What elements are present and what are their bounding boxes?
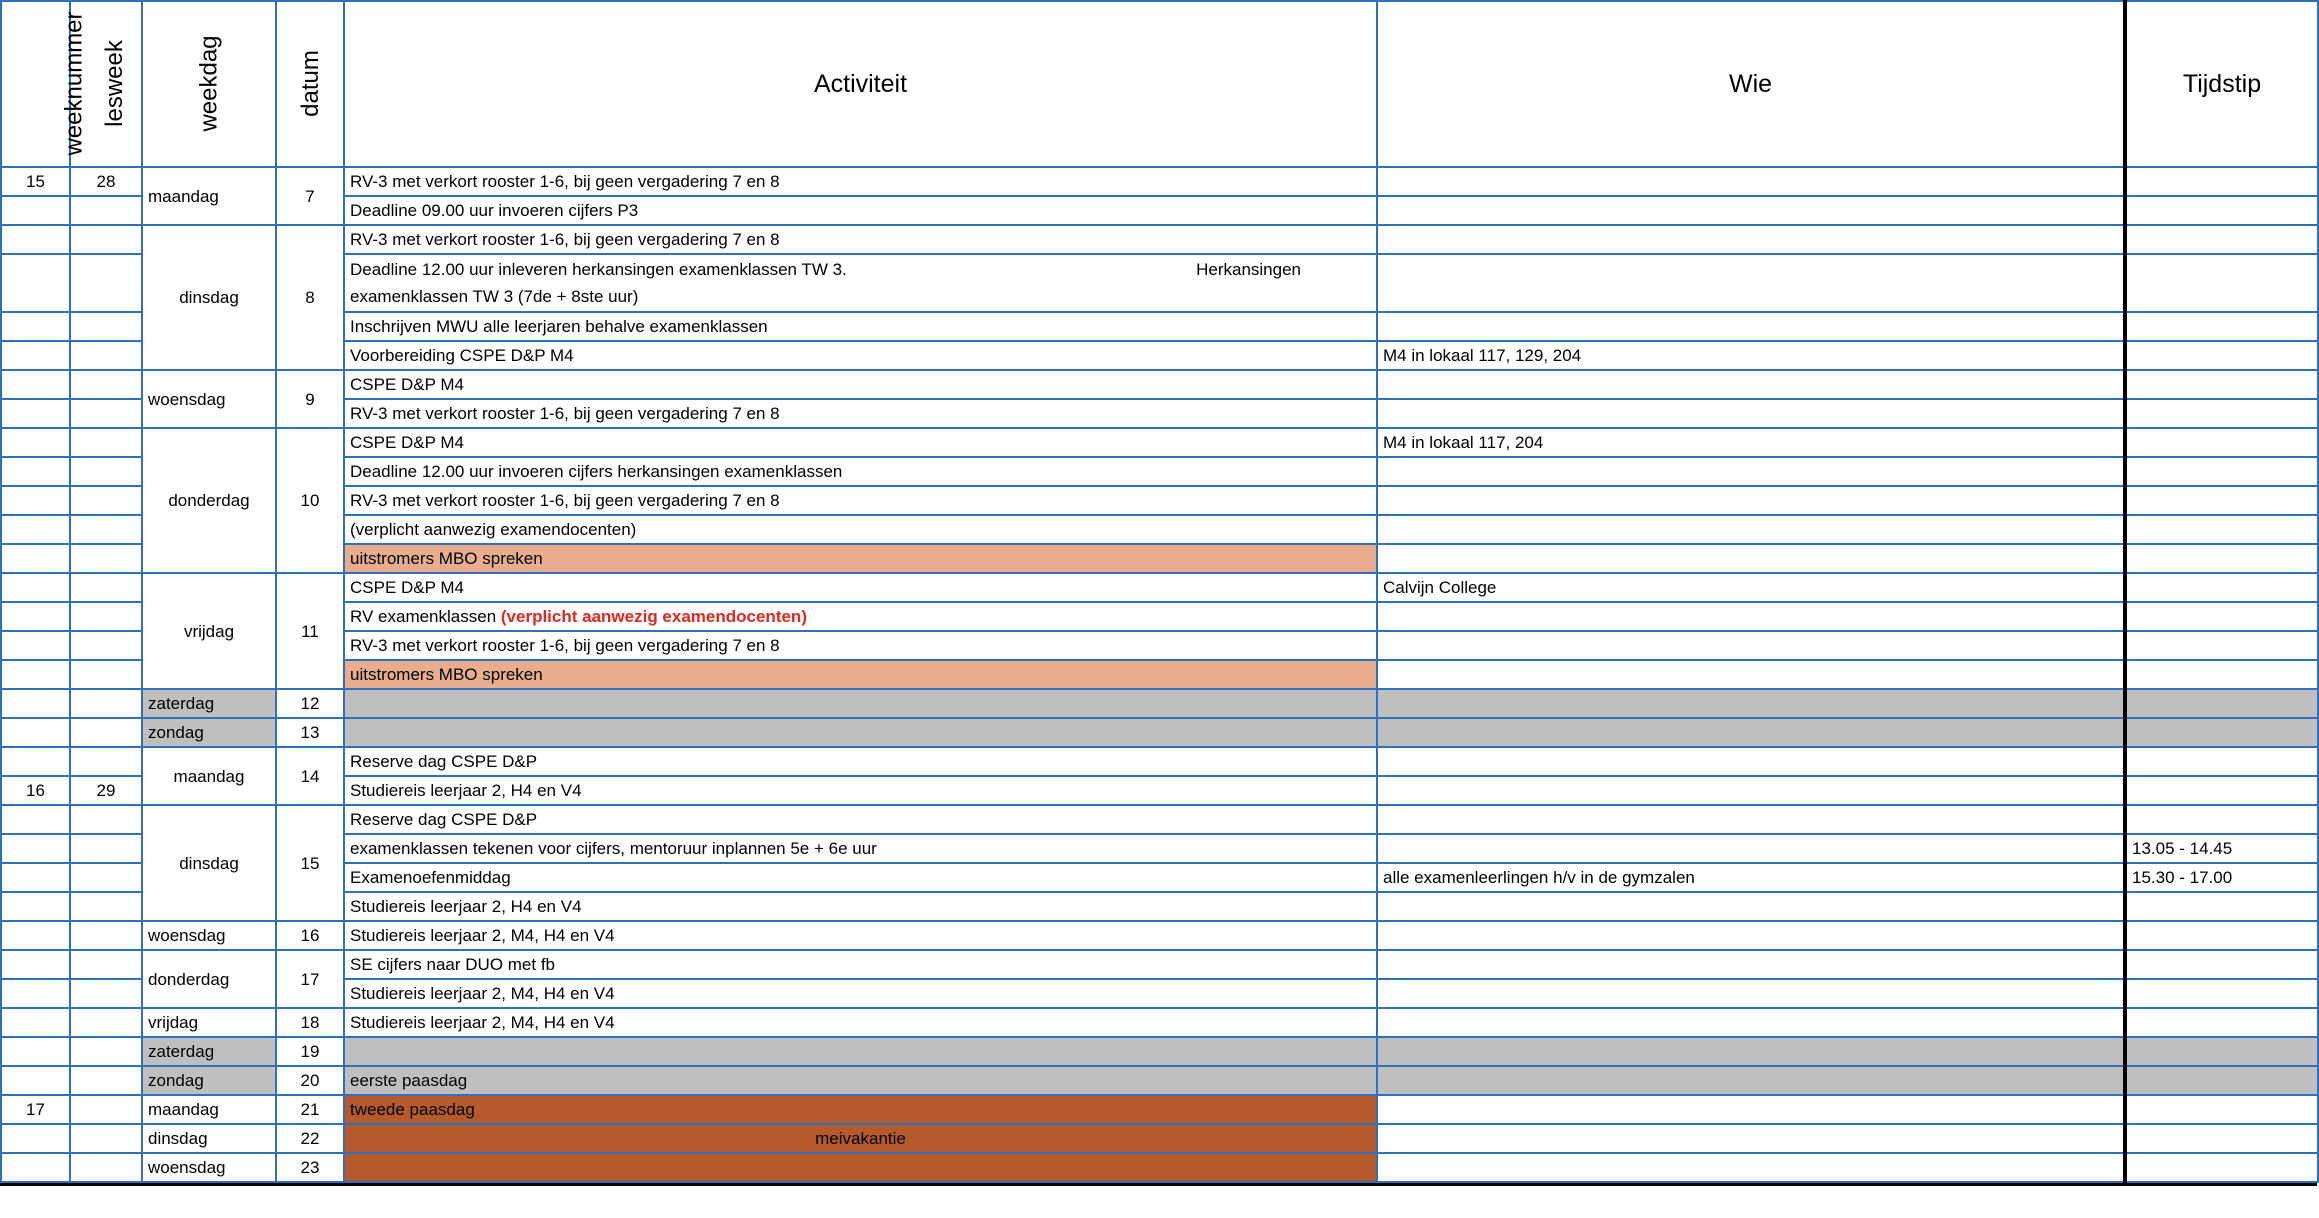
activiteit-cell[interactable]: CSPE D&P M4 [344, 573, 1377, 602]
lesweek-cell[interactable]: 28 [70, 167, 142, 196]
tijdstip-cell[interactable] [2125, 515, 2318, 544]
lesweek-cell[interactable] [70, 370, 142, 399]
tijdstip-cell[interactable] [2125, 689, 2318, 718]
activiteit-cell[interactable]: (verplicht aanwezig examendocenten) [344, 515, 1377, 544]
table-row [1, 486, 2318, 515]
header-activiteit[interactable]: Activiteit [344, 1, 1377, 167]
tijdstip-cell[interactable] [2125, 399, 2318, 428]
table-row [1, 631, 2318, 660]
tijdstip-cell[interactable] [2125, 196, 2318, 225]
activiteit-text: Herkansingen [1196, 260, 1301, 279]
tijdstip-cell[interactable] [2125, 486, 2318, 515]
header-weekdag[interactable]: weekdag [142, 1, 276, 167]
weekdag-cell[interactable]: maandag [142, 167, 276, 225]
tijdstip-cell[interactable] [2125, 312, 2318, 341]
weeknummer-cell[interactable] [1, 312, 70, 341]
wie-cell[interactable] [1377, 921, 2125, 950]
weekdag-cell[interactable]: dinsdag [142, 1124, 276, 1153]
table-row [1, 341, 2318, 370]
weekdag-cell[interactable]: vrijdag [142, 573, 276, 689]
tijdstip-cell[interactable] [2125, 950, 2318, 979]
weeknummer-cell[interactable] [1, 921, 70, 950]
weeknummer-cell[interactable] [1, 225, 70, 254]
lesweek-cell[interactable] [70, 602, 142, 631]
table-row [1, 544, 2318, 573]
tijdstip-cell[interactable] [2125, 805, 2318, 834]
table-row [1, 776, 2318, 805]
weekdag-cell[interactable]: donderdag [142, 428, 276, 573]
activiteit-text: Deadline 12.00 uur inleveren herkansingen examenklassen TW 3. [350, 260, 847, 279]
datum-cell[interactable]: 15 [276, 805, 344, 921]
lesweek-cell[interactable]: 29 [70, 776, 142, 805]
activiteit-cell[interactable]: eerste paasdag [344, 1066, 1377, 1095]
lesweek-cell[interactable] [70, 544, 142, 573]
table-row [1, 1008, 2318, 1037]
datum-cell[interactable]: 18 [276, 1008, 344, 1037]
lesweek-cell[interactable] [70, 863, 142, 892]
tijdstip-cell[interactable] [2125, 1153, 2318, 1182]
header-tijdstip[interactable]: Tijdstip [2125, 1, 2318, 167]
weeknummer-cell[interactable]: 16 [1, 776, 70, 805]
activiteit-cell[interactable]: RV-3 met verkort rooster 1-6, bij geen vergadering 7 en 8 [344, 631, 1377, 660]
lesweek-cell[interactable] [70, 834, 142, 863]
weeknummer-cell[interactable] [1, 515, 70, 544]
weeknummer-cell[interactable] [1, 399, 70, 428]
table-row [1, 689, 2318, 718]
tijdstip-cell[interactable] [2125, 660, 2318, 689]
tijdstip-cell[interactable] [2125, 747, 2318, 776]
wie-cell[interactable] [1377, 1124, 2125, 1153]
tijdstip-cell[interactable] [2125, 544, 2318, 573]
datum-cell[interactable]: 20 [276, 1066, 344, 1095]
activiteit-cell[interactable]: Examenoefenmiddag [344, 863, 1377, 892]
wie-cell[interactable] [1377, 1008, 2125, 1037]
weeknummer-cell[interactable] [1, 428, 70, 457]
table-row [1, 428, 2318, 457]
lesweek-cell[interactable] [70, 341, 142, 370]
wie-cell[interactable] [1377, 254, 2125, 312]
wie-cell[interactable] [1377, 167, 2125, 196]
tijdstip-cell[interactable] [2125, 776, 2318, 805]
lesweek-cell[interactable] [70, 428, 142, 457]
datum-cell[interactable]: 19 [276, 1037, 344, 1066]
tijdstip-cell[interactable] [2125, 167, 2318, 196]
weeknummer-cell[interactable] [1, 573, 70, 602]
tijdstip-cell[interactable] [2125, 457, 2318, 486]
lesweek-cell[interactable] [70, 254, 142, 312]
activiteit-cell[interactable]: Voorbereiding CSPE D&P M4 [344, 341, 1377, 370]
datum-cell[interactable]: 16 [276, 921, 344, 950]
lesweek-cell[interactable] [70, 631, 142, 660]
lesweek-cell[interactable] [70, 225, 142, 254]
weeknummer-cell[interactable] [1, 863, 70, 892]
tijdstip-cell[interactable] [2125, 341, 2318, 370]
activiteit-cell[interactable]: SE cijfers naar DUO met fb [344, 950, 1377, 979]
header-row [1, 1, 2318, 167]
wie-cell[interactable] [1377, 979, 2125, 1008]
lesweek-cell[interactable] [70, 1037, 142, 1066]
activiteit-cell[interactable]: Studiereis leerjaar 2, M4, H4 en V4 [344, 921, 1377, 950]
wie-cell[interactable]: Calvijn College [1377, 573, 2125, 602]
table-row [1, 312, 2318, 341]
table-row [1, 950, 2318, 979]
wie-cell[interactable] [1377, 950, 2125, 979]
activiteit-text: examenklassen TW 3 (7de + 8ste uur) [350, 287, 639, 306]
datum-cell[interactable]: 17 [276, 950, 344, 1008]
lesweek-cell[interactable] [70, 1153, 142, 1182]
wie-cell[interactable] [1377, 602, 2125, 631]
table-row [1, 1153, 2318, 1182]
weekdag-cell[interactable]: donderdag [142, 950, 276, 1008]
wie-cell[interactable] [1377, 370, 2125, 399]
tijdstip-cell[interactable] [2125, 254, 2318, 312]
tijdstip-cell[interactable] [2125, 1124, 2318, 1153]
table-row [1, 834, 2318, 863]
activiteit-cell[interactable] [344, 689, 1377, 718]
table-row [1, 602, 2318, 631]
wie-cell[interactable] [1377, 747, 2125, 776]
lesweek-cell[interactable] [70, 457, 142, 486]
lesweek-cell[interactable] [70, 892, 142, 921]
table-row [1, 1124, 2318, 1153]
header-weeknummer[interactable]: weeknummer [1, 1, 70, 167]
wie-cell[interactable] [1377, 544, 2125, 573]
weeknummer-cell[interactable]: 17 [1, 1095, 70, 1124]
datum-cell[interactable]: 10 [276, 428, 344, 573]
activiteit-cell[interactable]: examenklassen tekenen voor cijfers, mentoruur inplannen 5e + 6e uur [344, 834, 1377, 863]
datum-cell[interactable]: 23 [276, 1153, 344, 1182]
activiteit-cell[interactable]: RV-3 met verkort rooster 1-6, bij geen vergadering 7 en 8 [344, 486, 1377, 515]
weekdag-cell[interactable]: woensdag [142, 370, 276, 428]
wie-cell[interactable] [1377, 399, 2125, 428]
table-row [1, 718, 2318, 747]
lesweek-cell[interactable] [70, 1066, 142, 1095]
header-lesweek[interactable]: lesweek [70, 1, 142, 167]
activiteit-cell[interactable]: Studiereis leerjaar 2, H4 en V4 [344, 892, 1377, 921]
lesweek-cell[interactable] [70, 515, 142, 544]
table-row [1, 515, 2318, 544]
activiteit-cell[interactable]: RV-3 met verkort rooster 1-6, bij geen vergadering 7 en 8 [344, 167, 1377, 196]
weekdag-cell[interactable]: zondag [142, 718, 276, 747]
wie-cell[interactable] [1377, 660, 2125, 689]
lesweek-cell[interactable] [70, 573, 142, 602]
wie-cell[interactable] [1377, 1153, 2125, 1182]
activiteit-cell[interactable]: CSPE D&P M4 [344, 370, 1377, 399]
wie-cell[interactable] [1377, 196, 2125, 225]
activiteit-cell[interactable]: uitstromers MBO spreken [344, 544, 1377, 573]
weekdag-cell[interactable]: dinsdag [142, 805, 276, 921]
activiteit-cell[interactable] [344, 602, 1377, 631]
lesweek-cell[interactable] [70, 399, 142, 428]
weekdag-cell[interactable]: maandag [142, 747, 276, 805]
activiteit-cell[interactable] [344, 254, 1377, 312]
weeknummer-cell[interactable] [1, 196, 70, 225]
activiteit-text: RV examenklassen [350, 607, 497, 626]
wie-cell[interactable] [1377, 892, 2125, 921]
weeknummer-cell[interactable] [1, 457, 70, 486]
weeknummer-cell[interactable] [1, 747, 70, 776]
table-row [1, 979, 2318, 1008]
activiteit-cell[interactable]: Inschrijven MWU alle leerjaren behalve examenklassen [344, 312, 1377, 341]
activiteit-cell[interactable]: Studiereis leerjaar 2, M4, H4 en V4 [344, 979, 1377, 1008]
lesweek-cell[interactable] [70, 312, 142, 341]
datum-cell[interactable]: 22 [276, 1124, 344, 1153]
tijdstip-cell[interactable] [2125, 979, 2318, 1008]
weeknummer-cell[interactable] [1, 892, 70, 921]
lesweek-cell[interactable] [70, 486, 142, 515]
weeknummer-cell[interactable] [1, 718, 70, 747]
tijdstip-cell[interactable] [2125, 921, 2318, 950]
weeknummer-cell[interactable] [1, 254, 70, 312]
table-row [1, 805, 2318, 834]
wie-cell[interactable] [1377, 515, 2125, 544]
header-datum[interactable]: datum [276, 1, 344, 167]
tijdstip-cell[interactable] [2125, 1095, 2318, 1124]
weeknummer-cell[interactable] [1, 370, 70, 399]
table-row [1, 167, 2318, 196]
table-row [1, 921, 2318, 950]
lesweek-cell[interactable] [70, 196, 142, 225]
table-row [1, 196, 2318, 225]
tijdstip-cell[interactable]: 13.05 - 14.45 [2125, 834, 2318, 863]
lesweek-cell[interactable] [70, 747, 142, 776]
wie-cell[interactable]: alle examenleerlingen h/v in de gymzalen [1377, 863, 2125, 892]
sheet-bottom-border [0, 1183, 2317, 1186]
table-row [1, 1095, 2318, 1124]
wie-cell[interactable] [1377, 834, 2125, 863]
weeknummer-cell[interactable] [1, 1124, 70, 1153]
datum-cell[interactable]: 14 [276, 747, 344, 805]
weeknummer-cell[interactable]: 15 [1, 167, 70, 196]
wie-cell[interactable] [1377, 486, 2125, 515]
tijdstip-cell[interactable] [2125, 573, 2318, 602]
datum-cell[interactable]: 8 [276, 225, 344, 370]
activiteit-cell[interactable]: Deadline 09.00 uur invoeren cijfers P3 [344, 196, 1377, 225]
table-row [1, 457, 2318, 486]
lesweek-cell[interactable] [70, 689, 142, 718]
wie-cell[interactable] [1377, 718, 2125, 747]
datum-cell[interactable]: 21 [276, 1095, 344, 1124]
datum-cell[interactable]: 13 [276, 718, 344, 747]
table-row [1, 370, 2318, 399]
table-row [1, 863, 2318, 892]
activiteit-note: (verplicht aanwezig examendocenten) [500, 607, 807, 626]
weekdag-cell[interactable]: zaterdag [142, 689, 276, 718]
wie-cell[interactable] [1377, 689, 2125, 718]
weeknummer-cell[interactable] [1, 805, 70, 834]
table-row [1, 747, 2318, 776]
tijdstip-cell[interactable] [2125, 602, 2318, 631]
wie-cell[interactable] [1377, 1037, 2125, 1066]
weekdag-cell[interactable]: maandag [142, 1095, 276, 1124]
weeknummer-cell[interactable] [1, 1008, 70, 1037]
tijdstip-cell[interactable] [2125, 1037, 2318, 1066]
activiteit-cell[interactable]: Studiereis leerjaar 2, M4, H4 en V4 [344, 1008, 1377, 1037]
weeknummer-cell[interactable] [1, 1037, 70, 1066]
activiteit-cell[interactable] [344, 718, 1377, 747]
table-row [1, 660, 2318, 689]
lesweek-cell[interactable] [70, 979, 142, 1008]
weeknummer-cell[interactable] [1, 341, 70, 370]
tijdstip-cell[interactable] [2125, 1066, 2318, 1095]
wie-cell[interactable] [1377, 1066, 2125, 1095]
table-row [1, 254, 2318, 312]
table-row [1, 1066, 2318, 1095]
tijdstip-cell[interactable] [2125, 1008, 2318, 1037]
weeknummer-cell[interactable] [1, 979, 70, 1008]
wie-cell[interactable]: M4 in lokaal 117, 204 [1377, 428, 2125, 457]
table-row [1, 225, 2318, 254]
datum-cell[interactable]: 12 [276, 689, 344, 718]
wie-cell[interactable] [1377, 776, 2125, 805]
lesweek-cell[interactable] [70, 1095, 142, 1124]
weekdag-cell[interactable]: zaterdag [142, 1037, 276, 1066]
table-row [1, 573, 2318, 602]
activiteit-cell[interactable] [344, 1037, 1377, 1066]
tijdstip-cell[interactable] [2125, 631, 2318, 660]
table-row [1, 892, 2318, 921]
activiteit-cell[interactable]: tweede paasdag [344, 1095, 1377, 1124]
activiteit-cell[interactable] [344, 1153, 1377, 1182]
weekdag-cell[interactable]: zondag [142, 1066, 276, 1095]
tijdstip-cell[interactable] [2125, 370, 2318, 399]
tijdstip-cell[interactable]: 15.30 - 17.00 [2125, 863, 2318, 892]
weeknummer-cell[interactable] [1, 1066, 70, 1095]
wie-cell[interactable] [1377, 225, 2125, 254]
wie-cell[interactable]: M4 in lokaal 117, 129, 204 [1377, 341, 2125, 370]
weeknummer-cell[interactable] [1, 631, 70, 660]
wie-cell[interactable] [1377, 1095, 2125, 1124]
weeknummer-cell[interactable] [1, 602, 70, 631]
wie-cell[interactable] [1377, 457, 2125, 486]
lesweek-cell[interactable] [70, 718, 142, 747]
weeknummer-cell[interactable] [1, 834, 70, 863]
activiteit-cell[interactable]: CSPE D&P M4 [344, 428, 1377, 457]
activiteit-cell[interactable]: RV-3 met verkort rooster 1-6, bij geen vergadering 7 en 8 [344, 399, 1377, 428]
activiteit-cell[interactable]: meivakantie [344, 1124, 1377, 1153]
datum-cell[interactable]: 9 [276, 370, 344, 428]
lesweek-cell[interactable] [70, 660, 142, 689]
weeknummer-cell[interactable] [1, 1153, 70, 1182]
weekdag-cell[interactable]: dinsdag [142, 225, 276, 370]
activiteit-cell[interactable]: uitstromers MBO spreken [344, 660, 1377, 689]
lesweek-cell[interactable] [70, 1008, 142, 1037]
tijdstip-cell[interactable] [2125, 718, 2318, 747]
lesweek-cell[interactable] [70, 805, 142, 834]
tijdstip-cell[interactable] [2125, 225, 2318, 254]
weeknummer-cell[interactable] [1, 544, 70, 573]
activiteit-cell[interactable]: Studiereis leerjaar 2, H4 en V4 [344, 776, 1377, 805]
activiteit-cell[interactable]: Deadline 12.00 uur invoeren cijfers herkansingen examenklassen [344, 457, 1377, 486]
lesweek-cell[interactable] [70, 950, 142, 979]
tijdstip-cell[interactable] [2125, 892, 2318, 921]
weeknummer-cell[interactable] [1, 486, 70, 515]
weekdag-cell[interactable]: woensdag [142, 1153, 276, 1182]
table-row [1, 399, 2318, 428]
weekdag-cell[interactable]: woensdag [142, 921, 276, 950]
wie-cell[interactable] [1377, 312, 2125, 341]
lesweek-cell[interactable] [70, 1124, 142, 1153]
wie-cell[interactable] [1377, 631, 2125, 660]
weekdag-cell[interactable]: vrijdag [142, 1008, 276, 1037]
activiteit-cell[interactable]: RV-3 met verkort rooster 1-6, bij geen vergadering 7 en 8 [344, 225, 1377, 254]
activiteit-cell[interactable]: Reserve dag CSPE D&P [344, 747, 1377, 776]
weeknummer-cell[interactable] [1, 689, 70, 718]
table-row [1, 1037, 2318, 1066]
header-wie[interactable]: Wie [1377, 1, 2125, 167]
datum-cell[interactable]: 11 [276, 573, 344, 689]
activiteit-cell[interactable]: Reserve dag CSPE D&P [344, 805, 1377, 834]
weeknummer-cell[interactable] [1, 660, 70, 689]
tijdstip-cell[interactable] [2125, 428, 2318, 457]
wie-cell[interactable] [1377, 805, 2125, 834]
weeknummer-cell[interactable] [1, 950, 70, 979]
datum-cell[interactable]: 7 [276, 167, 344, 225]
lesweek-cell[interactable] [70, 921, 142, 950]
